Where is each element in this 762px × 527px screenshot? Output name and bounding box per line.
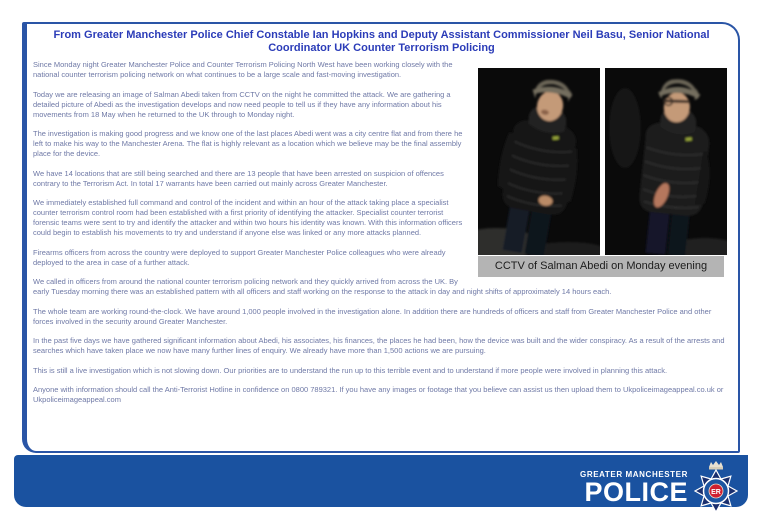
paragraph: We called in officers from around the national counter terrorism policing network and they quickly arrived from across the UK. By early Tuesday morning there was an established pattern with all officers and staff working on the response to the attack in day and night shifts of approximately 14 hours each. [33,277,612,296]
cctv-caption: CCTV of Salman Abedi on Monday evening [478,256,724,277]
cctv-photo-row [478,68,728,255]
crest-cipher: ER [711,488,721,496]
brand-line-greater-manchester: GREATER MANCHESTER [580,469,688,479]
paragraph: We have 14 locations that are still being searched and there are 13 people that have been arrested on suspicion of offences contrary to the Terrorism Act. In total 17 warrants have been carried out mainly across Greater Manchester. [33,168,444,188]
police-crest-icon [694,459,738,515]
paragraph: Firearms officers from across the country were deployed to support Greater Manchester Police colleagues who were already deployed to the area in case of a further attack. [33,247,446,267]
paragraph: Since Monday night Greater Manchester Police and Counter Terrorism Policing North West have been working closely with the national counter terrorism policing network on what continues to be a large scale and fast-moving investigation. [33,60,453,79]
gmp-brand [580,459,738,515]
cctv-figure-front [478,68,600,255]
cctv-figure-side [605,68,727,255]
paragraph: In the past five days we have gathered significant information about Abedi, his associates, his finances, the places he had been, how the device was built and the wider conspiracy. As a result of the arrests and searches which have taken place we now have many further lines of enquiry. We already have more than 1,500 actions we are pursuing. [33,336,725,355]
paragraph: The whole team are working round-the-clock. We have around 1,000 people involved in the investigation alone. In addition there are hundreds of officers and staff from Greater Manchester Police and other forces involved in the security around Greater Manchester. [33,306,712,326]
paragraph: We immediately established full command and control of the incident and within an hour of the attack taking place a specialist counter terrorism control room had been established with a first priority of identifying the attacker. Specialist counter terrorist forensic teams were sent to try and identify the attacker and within two hours his identity was known. With this information officers could begin to establish his movements to try and understand if anyone else was linked or any more attacks planned. [33,198,463,237]
page-title: From Greater Manchester Police Chief Constable Ian Hopkins and Deputy Assistant Commissioner Neil Basu, Senior National Coordinator UK Counter Terrorism Policing [53,29,710,54]
footer-brand-bar [14,455,748,507]
paragraph: The investigation is making good progress and we know one of the last places Abedi went was a city centre flat and from there he left to make his way to the Manchester Arena. The flat is highly relevant as a location which we believe may be the final assembly place for the device. [33,129,463,158]
brand-line-police: POLICE [584,476,688,507]
gmp-brand-text [580,470,688,505]
cctv-photo-2 [605,68,727,255]
paragraph: Anyone with information should call the Anti-Terrorist Hotline in confidence on 0800 789321. If you have any images or footage that you believe can assist us then upload them to Ukpoliceimageappeal.co.uk or Ukpoliceimageappeal.com [33,385,724,404]
paragraph: Today we are releasing an image of Salman Abedi taken from CCTV on the night he committed the attack. We are gathering a detailed picture of Abedi as the investigation develops and now need people to tell us if they have any information about his movements from 18 May when he returned to the UK through to Monday night. [33,89,451,119]
cctv-photo-1 [478,68,600,255]
press-release-panel [22,22,740,453]
paragraph: This is still a live investigation which is not slowing down. Our priorities are to understand the run up to this terrible event and to understand if more people were involved in planning this attack. [33,365,668,375]
cctv-photo-block [478,68,728,277]
